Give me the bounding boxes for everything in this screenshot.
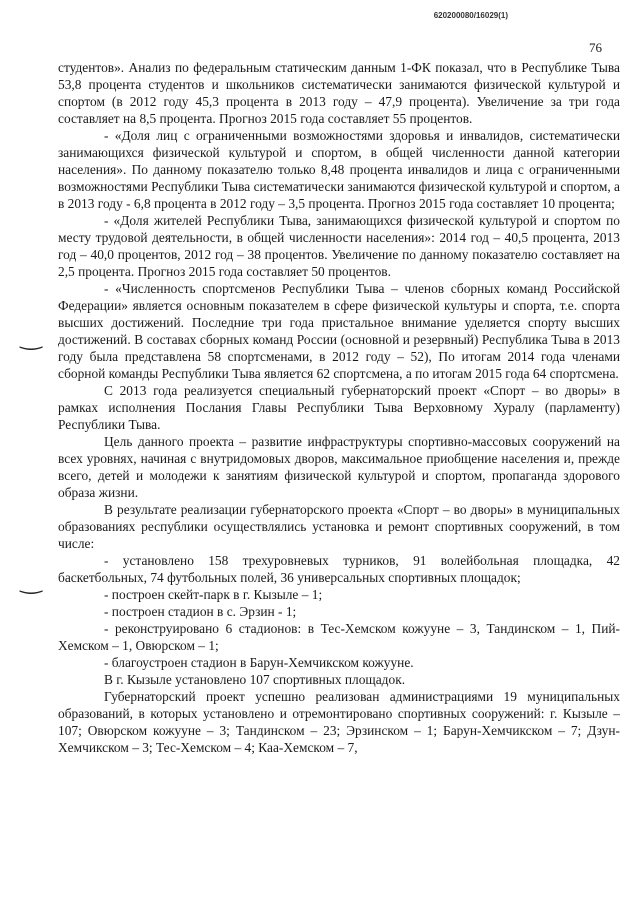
list-item-stadium-erzin: - построен стадион в с. Эрзин - 1; [104,604,297,619]
list-item-skatepark: - построен скейт-парк в г. Кызыле – 1; [104,587,323,602]
margin-mark-2: ‿ [20,570,42,594]
list-item-installed: - установлено 158 трехуровневых турников, 91 волейбольная площадка, 42 баскетбольных, 74 футбольных полей, 36 универсальных спортивных площадок; [58,553,620,585]
paragraph-national-team: - «Численность спортсменов Республики Тыва – членов сборных команд Российской Федерации» является основным показателем в сфере физической культуры и спорта, т.е. спорта высших достижений. Последние три года пристальное внимание уделяется спорту высших достижений. В составах сборных команд России (основной и резервный) Республика Тыва в 2013 году была представлена 58 спортсменами, в 2012 году – 52), По итогам 2014 года членами сборной команды Республики Тыва является 62 спортсмена, а по итогам 2015 года 64 спортсмена. [58,281,620,381]
paragraph-project-intro: С 2013 года реализуется специальный губернаторский проект «Спорт – во дворы» в рамках исполнения Послания Главы Республики Тыва Верховному Хуралу (парламенту) Республики Тыва. [58,383,620,432]
list-item-landscaped: - благоустроен стадион в Барун-Хемчикском кожууне. [104,655,414,670]
margin-mark-1: ‿ [20,326,42,350]
paragraph-students: студентов». Анализ по федеральным статическим данным 1-ФК показал, что в Республике Тыва 53,8 процента студентов и школьников систематически занимаются физической культурой и спортом (в 2012 году 45,3 процента в 2013 году – 47,9 процента). Увеличение за три года составляет на 8,5 процента. Прогноз 2015 года составляет 55 процентов. [58,60,620,126]
paragraph-municipalities: Губернаторский проект успешно реализован администрациями 19 муниципальных образований, в которых установлено и отремонтировано спортивных сооружений: г. Кызыле – 107; Овюрском кожууне – 3; Тандинском – 23; Эрзинском – 1; Барун-Хемчикском – 7; Дзун-Хемчикском – 3; Тес-Хемском – 4; Каа-Хемском – 7, [58,689,620,755]
paragraph-project-goal: Цель данного проекта – развитие инфраструктуры спортивно-массовых сооружений на всех уровнях, начиная с внутридомовых дворов, максимальное приобщение населения и, прежде всего, детей и молодежи к занятиям физической культурой и спортом, пропаганда здорового образа жизни. [58,434,620,500]
paragraph-workplace-share: - «Доля жителей Республики Тыва, занимающихся физической культурой и спортом по месту трудовой деятельности, в общей численности населения»: 2014 год – 40,5 процента, 2013 год – 40,0 процентов, 2012 год – 38 процентов. Увеличение по данному показателю составляет на 2,5 процента. Прогноз 2015 года составляет 50 процентов. [58,213,620,279]
page-number: 76 [589,40,602,55]
paragraph-kyzyl-sites: В г. Кызыле установлено 107 спортивных площадок. [104,672,406,687]
document-code: 620200080/16029(1) [433,11,508,20]
paragraph-project-results: В результате реализации губернаторского проекта «Спорт – во дворы» в муниципальных образованиях республики осуществлялись установка и ремонт спортивных сооружений, в том числе: [58,502,620,551]
paragraph-disabled-share: - «Доля лиц с ограниченными возможностями здоровья и инвалидов, систематически занимающихся физической культурой и спортом, в общей численности данной категории населения». По данному показателю только 8,48 процента инвалидов и лица с ограниченными возможностями Республики Тыва систематически занимаются физической культурой и спортом, а в 2013 году - 6,8 процента в 2012 году – 3,5 процента. Прогноз 2015 года составляет 10 процента; [58,128,620,211]
list-item-reconstructed: - реконструировано 6 стадионов: в Тес-Хемском кожууне – 3, Тандинском – 1, Пий-Хемском – 1, Овюрском – 1; [58,621,620,653]
document-body [58,59,620,756]
